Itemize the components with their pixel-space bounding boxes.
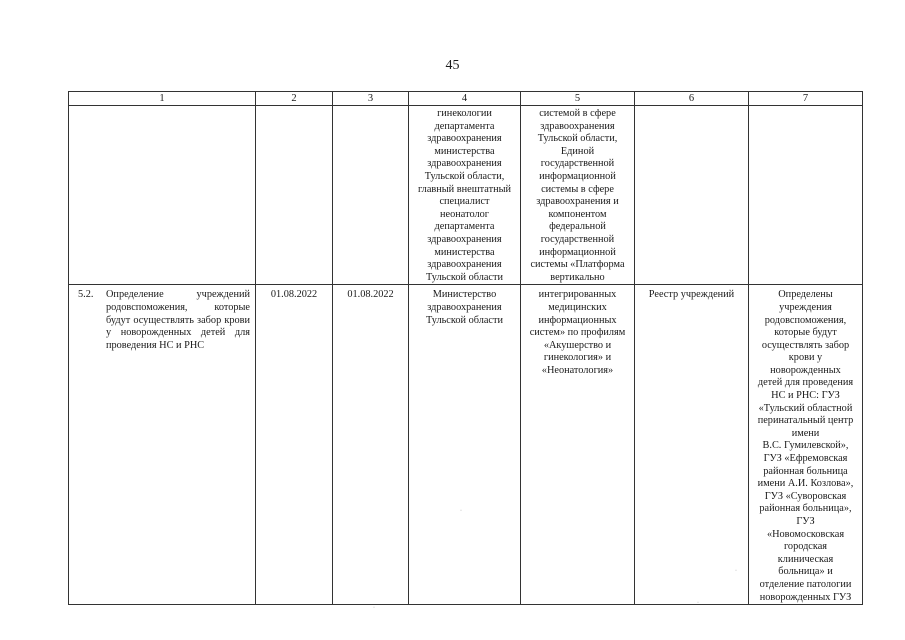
col-header-5: 5 xyxy=(521,92,635,106)
page-number: 45 xyxy=(445,58,460,73)
plan-table xyxy=(68,91,863,605)
cell-start-date xyxy=(256,106,333,285)
header-row xyxy=(69,92,863,106)
col-header-1: 1 xyxy=(69,92,256,106)
item-description: Определение учреждений родовспоможения, которые будут осуществлять забор крови у новорожденных детей для проведения НС и РНС xyxy=(106,289,250,351)
scan-speck: · xyxy=(460,508,462,514)
item-number: 5.2. xyxy=(78,289,94,301)
col-header-4: 4 xyxy=(409,92,521,106)
cell-document: Реестр учреждений xyxy=(635,285,749,605)
cell-start-date: 01.08.2022 xyxy=(256,285,333,605)
col-header-3: 3 xyxy=(333,92,409,106)
cell-responsible: гинекологии департамента здравоохранения министерства здравоохранения Тульской области, главный внештатный специалист неонатолог департамента здравоохранения министерства здравоохранения Тульской области xyxy=(409,106,521,285)
cell-col5: системой в сфере здравоохранения Тульской области, Единой государственной информационной системы в сфере здравоохранения и компонентом федеральной государственной информационной системы «Платформа вертикально xyxy=(521,106,635,285)
col-header-7: 7 xyxy=(749,92,863,106)
scan-speck: · xyxy=(697,600,699,606)
cell-result xyxy=(749,106,863,285)
scan-speck: · xyxy=(373,605,375,611)
scan-speck: · xyxy=(735,568,737,574)
cell-end-date: 01.08.2022 xyxy=(333,285,409,605)
table-row xyxy=(69,106,863,285)
table-row xyxy=(69,285,863,605)
cell-item xyxy=(69,285,256,605)
cell-result: Определены учреждения родовспоможения, которые будут осуществлять забор крови у новорожденных детей для проведения НС и РНС: ГУЗ «Тульский областной перинатальный центр имени В.С. Гумилевской», ГУЗ «Ефремовская районная больница имени А.И. Козлова», ГУЗ «Суворовская районная больница», ГУЗ «Новомосковская городская клиническая больница» и отделение патологии новорожденных ГУЗ xyxy=(749,285,863,605)
col-header-6: 6 xyxy=(635,92,749,106)
cell-end-date xyxy=(333,106,409,285)
cell-responsible: Министерство здравоохранения Тульской области xyxy=(409,285,521,605)
cell-document xyxy=(635,106,749,285)
cell-item xyxy=(69,106,256,285)
col-header-2: 2 xyxy=(256,92,333,106)
cell-col5: интегрированных медицинских информационных систем» по профилям «Акушерство и гинекология» и «Неонатология» xyxy=(521,285,635,605)
